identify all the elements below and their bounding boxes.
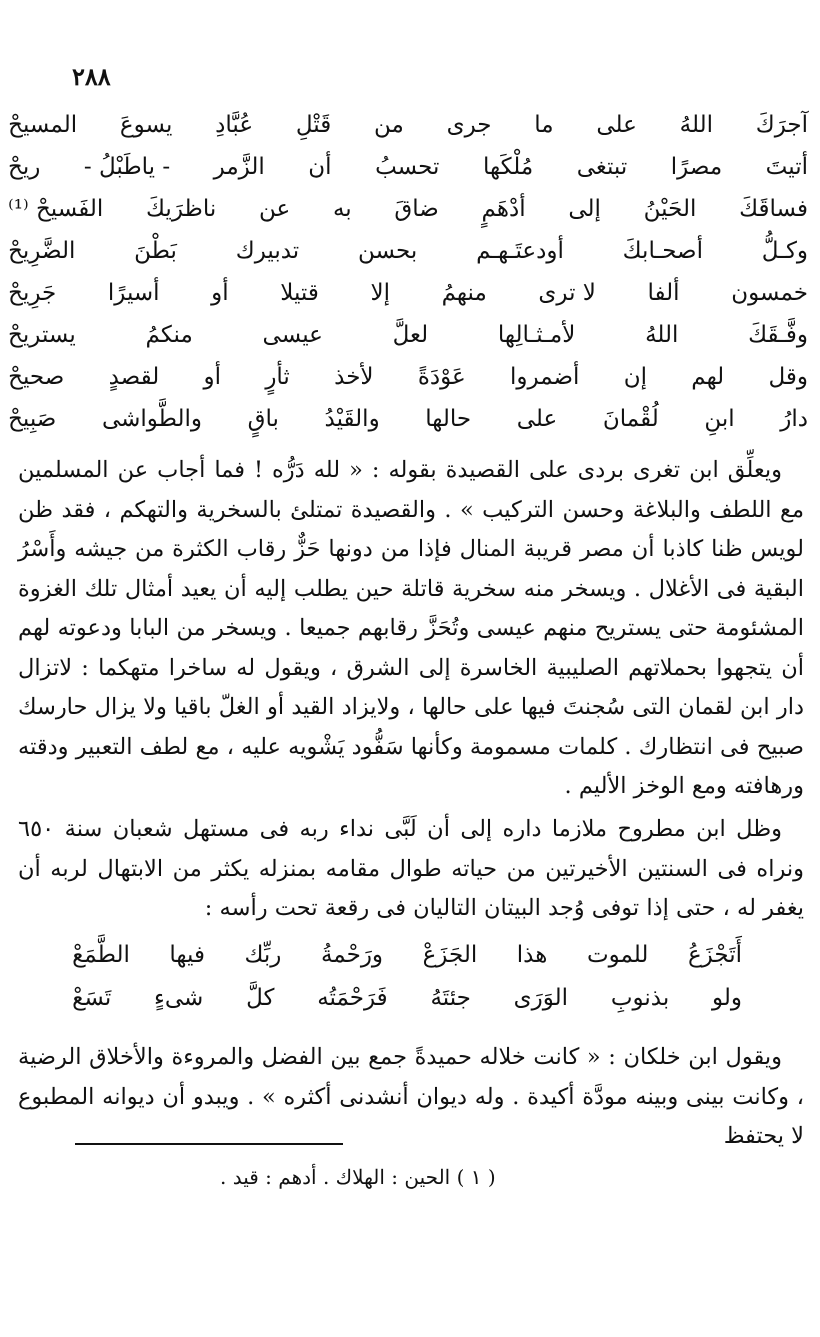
verse-word: اللهُ <box>679 112 713 138</box>
verse-word: مصرًا <box>670 154 723 180</box>
verse-word: لقصدٍ <box>108 364 160 390</box>
verse-word: أصحـابكَ <box>622 238 703 264</box>
verse-word: ابنِ <box>704 406 735 432</box>
verse-line <box>8 322 808 364</box>
verse-word: لهم <box>691 364 725 390</box>
verse-word: آجرَكَ <box>755 112 808 138</box>
verse-word: تدبيرك <box>235 238 300 264</box>
verse-word: جئتَهُ <box>430 985 471 1011</box>
verse-word: الزَّمر <box>213 154 265 180</box>
verse-word: جرى <box>446 112 492 138</box>
verse-word: صحيحْ <box>8 364 65 390</box>
verse-word: أو <box>203 364 222 390</box>
verse-line <box>8 364 808 406</box>
verse-word: فساقَكَ <box>739 196 808 222</box>
verse-word: الفَسيحْ ⁽¹⁾ <box>8 196 104 222</box>
verse-word: لأخذ <box>334 364 374 390</box>
verse-word: الوَرَى <box>513 985 569 1011</box>
verse-line <box>8 196 808 238</box>
poem-top <box>8 112 808 448</box>
verse-word: ربِّك <box>244 942 282 968</box>
verse-word: ريحْ <box>8 154 41 180</box>
verse-word: ما <box>534 112 554 138</box>
verse-word: جَرِيحْ <box>8 280 57 306</box>
verse-word: مُلْكَها <box>482 154 534 180</box>
verse-word: عيسى <box>262 322 323 348</box>
verse-word: والطَّواشى <box>101 406 203 432</box>
verse-word: الجَزَعْ <box>422 942 478 968</box>
verse-word: تبتغى <box>576 154 628 180</box>
verse-word: يسوعَ <box>119 112 173 138</box>
paragraph <box>18 451 804 807</box>
verse-word: عُبَّادِ <box>215 112 254 138</box>
verse-word: شىءٍ <box>154 985 204 1011</box>
verse-word: ثأرٍ <box>265 364 290 390</box>
verse-line <box>72 985 742 1028</box>
verse-word: - ياطَبْلُ - <box>83 154 171 180</box>
paragraph <box>18 1038 804 1157</box>
poem-bottom <box>72 942 742 1028</box>
footnote: ( ١ ) الحين : الهلاك . أدهم : قيد . <box>220 1165 496 1189</box>
verse-word: أَتَجْزَعُ <box>687 942 742 968</box>
paragraph-text: ويقول ابن خلكان : « كانت خلاله حميدةً جمع بين الفضل والمروءة والأخلاق الرضية ، وكانت بينى وبينه مودَّة أكيدة . وله ديوان أنشدنى أكثره » . ويبدو أن ديوانه المطبوع لا يحتفظ <box>18 1044 804 1149</box>
verse-word: تحسبُ <box>375 154 440 180</box>
verse-word: خمسون <box>731 280 808 306</box>
verse-word: عَوْدَةً <box>417 364 466 390</box>
verse-word: المسيحْ <box>8 112 78 138</box>
verse-word: منكمُ <box>145 322 193 348</box>
verse-word: يستريحْ <box>8 322 76 348</box>
paragraph <box>18 810 804 929</box>
verse-word: لُقْمانَ <box>602 406 659 432</box>
verse-line <box>8 280 808 322</box>
verse-word: فيها <box>169 942 205 968</box>
verse-word: على <box>516 406 558 432</box>
verse-word: إلا <box>370 280 390 306</box>
verse-word: تَسَعْ <box>72 985 112 1011</box>
verse-word: وقل <box>768 364 808 390</box>
verse-word: بذنوبِ <box>610 985 670 1011</box>
verse-word: صَبِيحْ <box>8 406 57 432</box>
verse-word: قتيلا <box>280 280 319 306</box>
verse-word: الطَّمَعْ <box>72 942 130 968</box>
verse-word: ورَحْمةُ <box>320 942 384 968</box>
verse-word: ولو <box>712 985 742 1011</box>
page-number: ٢٨٨ <box>72 62 111 91</box>
footnote-divider <box>75 1143 343 1145</box>
verse-word: ضاقَ <box>394 196 439 222</box>
verse-word: لأمـثـالِها <box>497 322 576 348</box>
verse-word: عن <box>258 196 291 222</box>
verse-word: للموت <box>586 942 649 968</box>
verse-word: دارُ <box>780 406 808 432</box>
verse-word: وكـلُّ <box>761 238 808 264</box>
verse-line <box>8 406 808 448</box>
verse-word: أضمروا <box>510 364 580 390</box>
verse-word: حالها <box>425 406 472 432</box>
verse-word: إلى <box>568 196 601 222</box>
verse-word: أو <box>211 280 229 306</box>
verse-word: قَتْلِ <box>295 112 332 138</box>
verse-word: أسيرًا <box>107 280 160 306</box>
verse-word: ناظرَيكَ <box>146 196 217 222</box>
verse-word: هذا <box>516 942 548 968</box>
verse-word: أدْهَمٍ <box>481 196 526 222</box>
verse-word: به <box>332 196 352 222</box>
verse-word: باقٍ <box>247 406 279 432</box>
verse-line <box>8 238 808 280</box>
verse-word: لا ترى <box>538 280 596 306</box>
paragraph-text: وظل ابن مطروح ملازما داره إلى أن لَبَّى نداء ربه فى مستهل شعبان سنة ٦٥٠ ونراه فى السنتين الأخيرتين من حياته طوال مقامه بمنزله يكثر من الابتهال لربه أن يغفر له ، حتى إذا توفى وُجد البيتان التاليان فى رقعة تحت رأسه : <box>18 816 804 921</box>
verse-word: كلَّ <box>246 985 275 1011</box>
verse-word: على <box>596 112 637 138</box>
verse-word: منهمُ <box>441 280 487 306</box>
verse-word: الضَّرِيحْ <box>8 238 76 264</box>
verse-word: بحسن <box>358 238 418 264</box>
verse-word: بَطْنَ <box>134 238 177 264</box>
verse-word: وفَّـقَكَ <box>748 322 808 348</box>
verse-word: اللهُ <box>645 322 679 348</box>
verse-word: ألفا <box>647 280 680 306</box>
verse-word: أودعتَـهـم <box>476 238 564 264</box>
verse-word: الحَيْنُ <box>643 196 697 222</box>
paragraph-text: ويعلِّق ابن تغرى بردى على القصيدة بقوله : « لله دَرُّه ! فما أجاب عن المسلمين مع اللطف والبلاغة وحسن التركيب » . والقصيدة تمتلئ بالسخرية والتهكم ، فقد ظن لويس ظنا كاذبا أن مصر قريبة المنال فإذا من دونها حَزٌّ رقاب الكثرة من جيشه وأَسْرُ البقية فى الأغلال . ويسخر منه سخرية قاتلة حين يطلب إليه أن يعيد أمثال تلك الغزوة المشئومة حتى يستريح منهم عيسى وتُحَزَّ رقابهم جميعا . ويسخر من البابا ودعوته لهم أن يتجهوا بحملاتهم الصليبية الخاسرة إلى الشرق ، ويقول له ساخرا متهكما : لاتزال دار ابن لقمان التى سُجنتَ فيها على حالها ، ولايزاد القيد أو الغلّ باقيا ولا يزال حارسك صبيح فى انتظارك . كلمات مسمومة وكأنها سَفُّود يَشْويه عليه ، مع لطف التعبير ودقته ورهافته ومع الوخز الأليم . <box>18 457 804 799</box>
verse-line <box>8 112 808 154</box>
verse-word: فَرَحْمَتُه <box>317 985 388 1011</box>
verse-word: من <box>373 112 404 138</box>
verse-word: والقَيْدُ <box>324 406 380 432</box>
verse-word: أتيتَ <box>765 154 808 180</box>
verse-line <box>8 154 808 196</box>
verse-line <box>72 942 742 985</box>
verse-word: إن <box>623 364 647 390</box>
verse-word: أن <box>308 154 332 180</box>
verse-word: لعلَّ <box>392 322 429 348</box>
